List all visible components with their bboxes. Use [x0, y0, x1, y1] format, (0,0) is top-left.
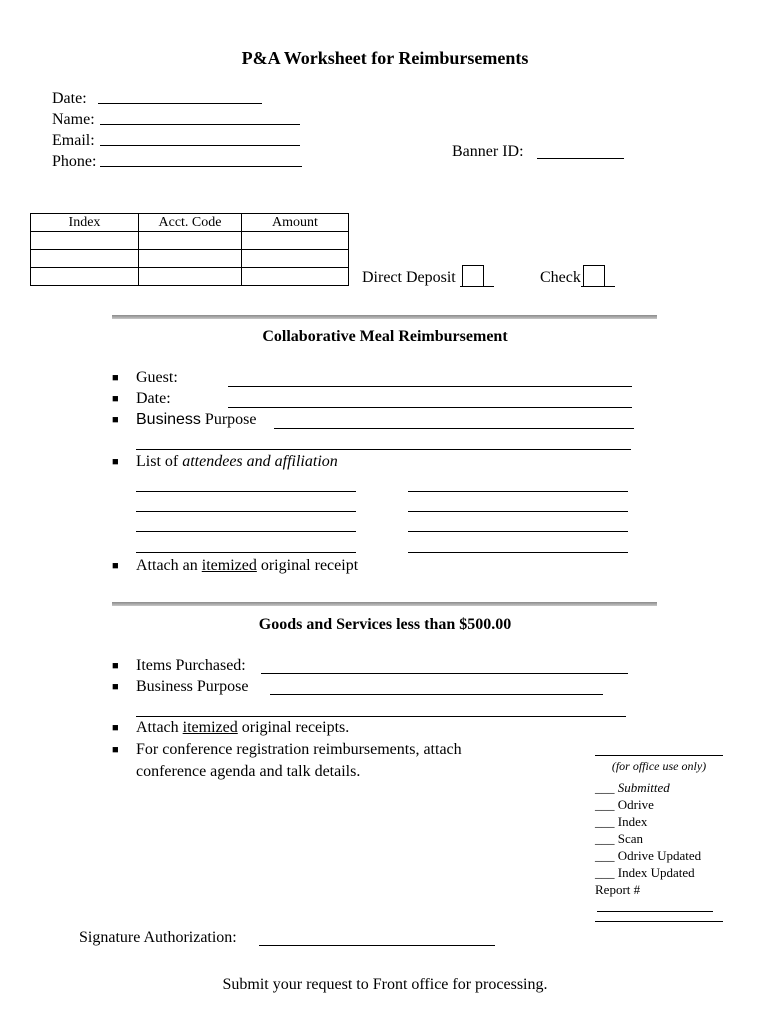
- attach-suffix: original receipts.: [241, 719, 350, 736]
- email-line: [100, 145, 300, 146]
- bullet-icon: ■: [112, 456, 119, 468]
- meal-date-line[interactable]: [228, 407, 632, 408]
- attendee-line[interactable]: [136, 552, 356, 553]
- office-use-note: (for office use only): [611, 759, 707, 773]
- office-item-text: ___ Submitted: [595, 780, 670, 795]
- purpose-word: Purpose: [204, 411, 257, 428]
- name-field[interactable]: [52, 109, 95, 130]
- column-header-acct-code: Acct. Code: [139, 214, 242, 232]
- office-item-odrive: ___ Odrive: [595, 797, 654, 812]
- direct-deposit-option: [362, 265, 494, 287]
- office-item-odrive-updated: ___ Odrive Updated: [595, 848, 702, 863]
- conference-line-2: conference agenda and talk details.: [136, 763, 361, 780]
- check-label: Check: [540, 269, 581, 286]
- goods-purpose-line-2[interactable]: [136, 716, 626, 717]
- table-cell[interactable]: [139, 268, 242, 286]
- bullet-icon: ■: [112, 560, 119, 572]
- items-purchased-line[interactable]: [261, 673, 628, 674]
- office-bottom-rule: [595, 921, 723, 922]
- footer-instruction: Submit your request to Front office for processing.: [222, 976, 548, 993]
- goods-attach-receipts: [136, 719, 349, 737]
- table-cell[interactable]: [31, 232, 139, 250]
- table-row: [31, 250, 349, 268]
- bullet-icon: ■: [112, 681, 119, 693]
- table-cell[interactable]: [242, 250, 349, 268]
- bullet-icon: ■: [112, 660, 119, 672]
- meal-attach-receipt: [136, 557, 358, 575]
- phone-line: [100, 166, 302, 167]
- bullet-icon: ■: [112, 414, 119, 426]
- attendees-italic: attendees and affiliation: [182, 453, 338, 470]
- table-header-row: [31, 214, 349, 232]
- date-field[interactable]: [52, 88, 87, 109]
- attach-underlined: itemized: [182, 719, 238, 736]
- office-item-scan: ___ Scan: [595, 831, 644, 846]
- office-report-label: Report #: [595, 882, 641, 897]
- column-header-amount: Amount: [242, 214, 349, 232]
- date-line: [98, 103, 262, 104]
- check-checkbox[interactable]: [583, 265, 605, 287]
- office-report-line[interactable]: [597, 911, 713, 912]
- goods-section-title: Goods and Services less than $500.00: [258, 616, 512, 633]
- attach-prefix: Attach: [136, 719, 179, 736]
- direct-deposit-checkbox[interactable]: [462, 265, 484, 287]
- phone-label: Phone:: [52, 153, 97, 170]
- attendees-label: [136, 453, 338, 471]
- section-divider: [112, 315, 657, 319]
- office-item-index: ___ Index: [595, 814, 648, 829]
- page-title: P&A Worksheet for Reimbursements: [241, 48, 529, 68]
- attendee-line[interactable]: [408, 511, 628, 512]
- email-field[interactable]: [52, 130, 95, 151]
- items-purchased-label: Items Purchased:: [136, 657, 246, 674]
- table-cell[interactable]: [31, 250, 139, 268]
- banner-id-label: Banner ID:: [452, 143, 524, 160]
- bullet-icon: ■: [112, 744, 119, 756]
- meal-business-purpose-label: [136, 411, 256, 429]
- attendee-line[interactable]: [408, 531, 628, 532]
- attendees-prefix: List of: [136, 453, 179, 470]
- office-item-submitted: [595, 779, 670, 796]
- section-divider: [112, 602, 657, 606]
- account-table: [30, 213, 349, 286]
- meal-section-title: Collaborative Meal Reimbursement: [262, 328, 508, 345]
- column-header-index: Index: [31, 214, 139, 232]
- guest-label: Guest:: [136, 369, 178, 386]
- office-item-index-updated: ___ Index Updated: [595, 865, 695, 880]
- goods-purchase-label: Business Purpose: [136, 678, 249, 695]
- meal-purpose-line-2[interactable]: [136, 449, 631, 450]
- bullet-icon: ■: [112, 722, 119, 734]
- table-row: [31, 268, 349, 286]
- bullet-icon: ■: [112, 372, 119, 384]
- signature-label: Signature Authorization:: [79, 929, 237, 946]
- check-option: [540, 265, 615, 287]
- banner-id-field[interactable]: [452, 143, 524, 161]
- meal-purpose-line[interactable]: [274, 428, 634, 429]
- attendee-line[interactable]: [136, 531, 356, 532]
- table-cell[interactable]: [139, 250, 242, 268]
- direct-deposit-label: Direct Deposit: [362, 269, 456, 286]
- table-cell[interactable]: [242, 232, 349, 250]
- goods-purpose-line[interactable]: [270, 694, 603, 695]
- banner-id-line: [537, 158, 624, 159]
- business-word: Business: [136, 411, 201, 428]
- bullet-icon: ■: [112, 393, 119, 405]
- table-row: [31, 232, 349, 250]
- attendee-line[interactable]: [136, 491, 356, 492]
- conference-line-1: For conference registration reimbursements, attach: [136, 741, 462, 758]
- table-cell[interactable]: [242, 268, 349, 286]
- attendee-line[interactable]: [408, 552, 628, 553]
- date-label: Date:: [52, 90, 87, 107]
- attendee-line[interactable]: [136, 511, 356, 512]
- guest-line[interactable]: [228, 386, 632, 387]
- name-line: [100, 124, 300, 125]
- email-label: Email:: [52, 132, 95, 149]
- attach-prefix: Attach an: [136, 557, 198, 574]
- signature-line[interactable]: [259, 945, 495, 946]
- attach-suffix: original receipt: [260, 557, 359, 574]
- attach-underlined: itemized: [201, 557, 257, 574]
- table-cell[interactable]: [31, 268, 139, 286]
- meal-date-label: Date:: [136, 390, 171, 407]
- name-label: Name:: [52, 111, 95, 128]
- office-top-rule: [595, 755, 723, 756]
- attendee-line[interactable]: [408, 491, 628, 492]
- table-cell[interactable]: [139, 232, 242, 250]
- phone-field[interactable]: [52, 151, 96, 172]
